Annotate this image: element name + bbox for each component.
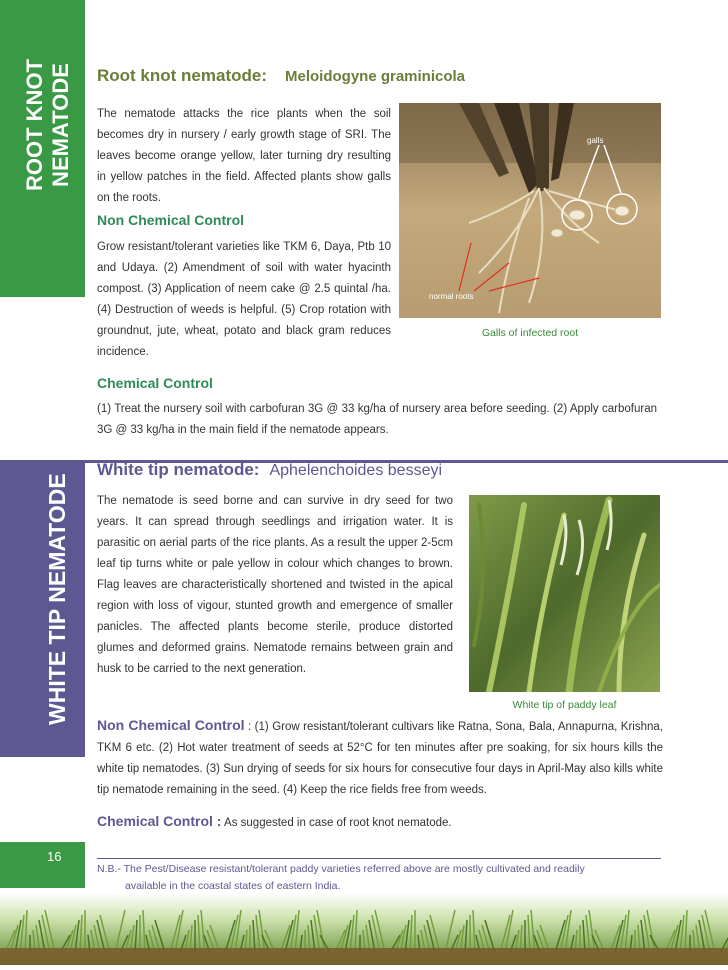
- footnote-line1: N.B.- The Pest/Disease resistant/tolerant paddy varieties referred above are mostly cultivated and readily: [97, 863, 585, 875]
- root-knot-heading: [97, 66, 465, 86]
- white-tip-non-chemical-text: : (1) Grow resistant/tolerant cultivars like Ratna, Sona, Bala, Annapurna, Krishna, TKM 6 etc. (2) Hot water treatment of seeds at 52°C for ten minutes after pre soaking, for six hours kills the white tip nematodes. (3) Sun drying of seeds for six hours for consecutive four days in April-May also kills white tip nematode remaining in the seed. (4) Keep the rice fields free from weeds.: [97, 721, 663, 796]
- footnote-divider: [97, 858, 661, 859]
- white-tip-section-tab: [0, 460, 85, 757]
- grass-art: [0, 893, 728, 965]
- grass-border-image: [0, 893, 728, 965]
- white-tip-chemical-block: [97, 813, 452, 829]
- scientific-name: Aphelenchoides besseyi: [269, 462, 443, 479]
- heading-text: Root knot nematode:: [97, 66, 267, 85]
- scientific-name: Meloidogyne graminicola: [285, 68, 466, 85]
- footnote-line2: available in the coastal states of eastern India.: [125, 880, 341, 892]
- root-photo-art: [399, 103, 661, 318]
- root-knot-non-chemical-text: Grow resistant/tolerant varieties like TKM 6, Daya, Ptb 10 and Udaya. (2) Amendment of soil with water hyacinth compost. (3) Application of neem cake @ 2.5 quintal /ha. (4) Destruction of weeds is helpful. (5) Crop rotation with groundnut, jute, wheat, potato and black gram reduces incidence.: [97, 241, 391, 358]
- tab-label-line1: ROOT KNOT: [22, 59, 47, 191]
- root-knot-chemical-text: (1) Treat the nursery soil with carbofuran 3G @ 33 kg/ha of nursery area before seeding. (2) Apply carbofuran 3G @ 33 kg/ha in the main field if the nematode appears.: [97, 403, 657, 436]
- root-knot-description: The nematode attacks the rice plants when the soil becomes dry in nursery / early growth stage of SRI. The leaves become orange yellow, later turning dry resulting in yellow patches in the field. Affected plants show galls on the roots.: [97, 108, 391, 204]
- white-tip-tab-label: WHITE TIP NEMATODE: [44, 473, 70, 725]
- normal-roots-photo-label: normal roots: [429, 292, 474, 301]
- page-number: 16: [47, 849, 62, 864]
- white-tip-leaf-photo: [469, 495, 660, 692]
- heading-text: White tip nematode:: [97, 460, 260, 479]
- white-tip-chemical-text: As suggested in case of root knot nematode.: [224, 817, 452, 829]
- galls-photo-label: galls: [587, 136, 604, 145]
- tab-label-line2: NEMATODE: [48, 63, 73, 187]
- white-tip-description: The nematode is seed borne and can survive in dry seed for two years. It can spread through seedlings and irrigation water. It is parasitic on aerial parts of the rice plants. As a result the upper 2-5cm leaf tip turns white or pale yellow in colour which changes to brown. Flag leaves are characteristically shortened and twisted in the apical region with loss of vigour, stunted growth and emergence of smaller panicles. The affected plants become sterile, produce distorted glumes and deformed grains. Nematode remains between grain and husk to be carried to the next generation.: [97, 495, 453, 675]
- white-tip-non-chemical-block: [97, 715, 663, 801]
- white-tip-non-chemical-title: Non Chemical Control: [97, 717, 245, 733]
- footnote: [97, 861, 661, 895]
- page-number-tab: [0, 842, 85, 888]
- leaf-photo-art: [469, 495, 660, 692]
- infected-root-photo: [399, 103, 661, 318]
- root-knot-chemical-title: Chemical Control: [97, 375, 213, 391]
- leaf-photo-caption: White tip of paddy leaf: [512, 699, 617, 711]
- root-photo-caption: Galls of infected root: [481, 327, 579, 339]
- white-tip-heading: [97, 460, 442, 480]
- white-tip-chemical-title: Chemical Control :: [97, 813, 222, 829]
- root-knot-tab-label: [22, 10, 74, 240]
- root-knot-non-chemical-title: Non Chemical Control: [97, 212, 245, 228]
